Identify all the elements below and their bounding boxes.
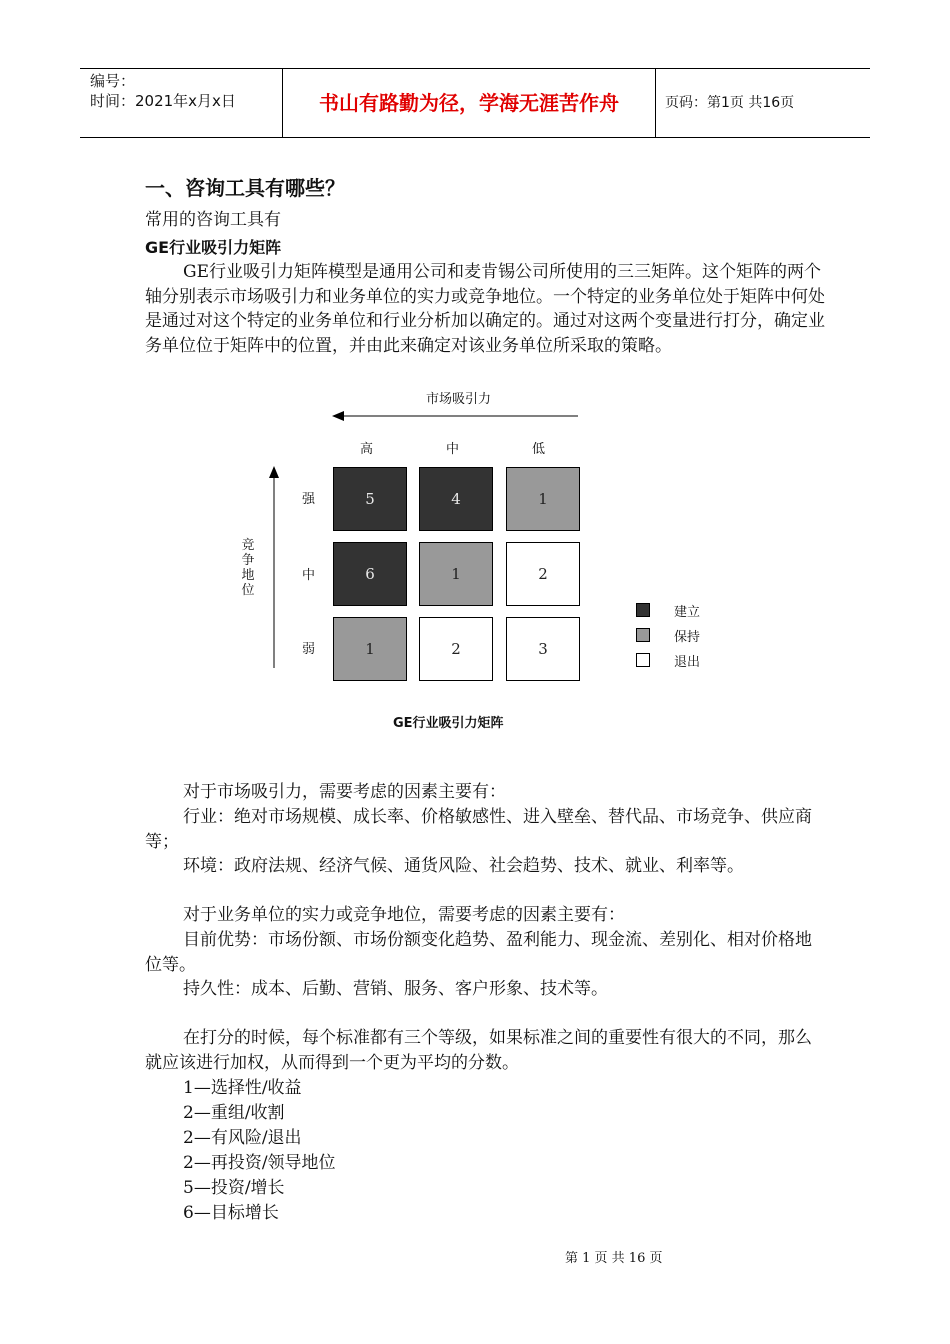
row-label-mid: 中 <box>302 568 316 583</box>
matrix-cell: 1 <box>419 542 493 606</box>
strategy-item: 1—选择性/收益 <box>183 1078 302 1098</box>
legend-label-build: 建立 <box>674 605 701 620</box>
strategy-item: 5—投资/增长 <box>183 1178 285 1198</box>
strategy-item: 2—有风险/退出 <box>183 1128 302 1148</box>
legend-label-hold: 保持 <box>674 630 701 645</box>
strategy-item: 2—重组/收割 <box>183 1103 285 1123</box>
header-time: 时间：2021年x月x日 <box>90 92 236 110</box>
market-factors-intro: 对于市场吸引力，需要考虑的因素主要有： <box>183 782 506 802</box>
x-axis-arrow <box>330 406 580 426</box>
page-title: 一、咨询工具有哪些？ <box>145 176 345 200</box>
strategy-item: 6—目标增长 <box>183 1203 279 1223</box>
header-number: 编号： <box>90 72 136 90</box>
x-axis-title: 市场吸引力 <box>426 392 492 407</box>
paragraph-1 <box>145 260 825 358</box>
col-label-mid: 中 <box>446 442 460 457</box>
matrix-cell: 5 <box>333 467 407 531</box>
section-title: GE行业吸引力矩阵 <box>145 238 282 257</box>
market-environment: 环境：政府法规、经济气候、通货风险、社会趋势、技术、就业、利率等。 <box>183 856 744 876</box>
unit-durability: 持久性：成本、后勤、营销、服务、客户形象、技术等。 <box>183 979 608 999</box>
legend-swatch-build <box>636 603 650 617</box>
page-footer: 第 1 页 共 16 页 <box>565 1251 663 1266</box>
intro-text: 常用的咨询工具有 <box>145 210 281 230</box>
y-axis-arrow <box>266 464 282 670</box>
header-meta <box>80 69 282 137</box>
y-axis-title: 竞争地位 <box>241 538 255 598</box>
matrix-cell: 6 <box>333 542 407 606</box>
legend-swatch-exit <box>636 653 650 667</box>
matrix-cell: 4 <box>419 467 493 531</box>
row-label-weak: 弱 <box>302 642 316 657</box>
col-label-low: 低 <box>532 442 546 457</box>
ge-matrix-figure <box>230 380 730 740</box>
matrix-cell: 1 <box>333 617 407 681</box>
unit-advantage: 目前优势：市场份额、市场份额变化趋势、盈利能力、现金流、差别化、相对价格地位等。 <box>145 930 812 975</box>
paragraph-1-text: GE行业吸引力矩阵模型是通用公司和麦肯锡公司所使用的三三矩阵。这个矩阵的两个轴分别表示市场吸引力和业务单位的实力或竞争地位。一个特定的业务单位处于矩阵中何处是通过对这个特定的业务单位和行业分析加以确定的。通过对这两个变量进行打分，确定业务单位位于矩阵中的位置，并由此来确定对该业务单位所采取的策略。 <box>145 262 825 356</box>
market-industry: 行业：绝对市场规模、成长率、价格敏感性、进入壁垒、替代品、市场竞争、供应商等； <box>145 807 812 852</box>
document-header <box>80 68 870 138</box>
matrix-cell: 1 <box>506 467 580 531</box>
unit-factors-intro: 对于业务单位的实力或竞争地位，需要考虑的因素主要有： <box>183 905 625 925</box>
matrix-cell: 3 <box>506 617 580 681</box>
legend-swatch-hold <box>636 628 650 642</box>
scoring-paragraph: 在打分的时候，每个标准都有三个等级，如果标准之间的重要性有很大的不同，那么就应该进行加权，从而得到一个更为平均的分数。 <box>145 1028 812 1073</box>
matrix-cell: 2 <box>506 542 580 606</box>
strategy-item: 2—再投资/领导地位 <box>183 1153 336 1173</box>
legend-label-exit: 退出 <box>674 655 701 670</box>
col-label-high: 高 <box>360 442 374 457</box>
header-page-info: 页码：第1页 共16页 <box>665 95 795 111</box>
figure-caption: GE行业吸引力矩阵 <box>393 716 504 731</box>
row-label-strong: 强 <box>302 492 316 507</box>
header-motto: 书山有路勤为径，学海无涯苦作舟 <box>282 69 656 137</box>
matrix-cell: 2 <box>419 617 493 681</box>
